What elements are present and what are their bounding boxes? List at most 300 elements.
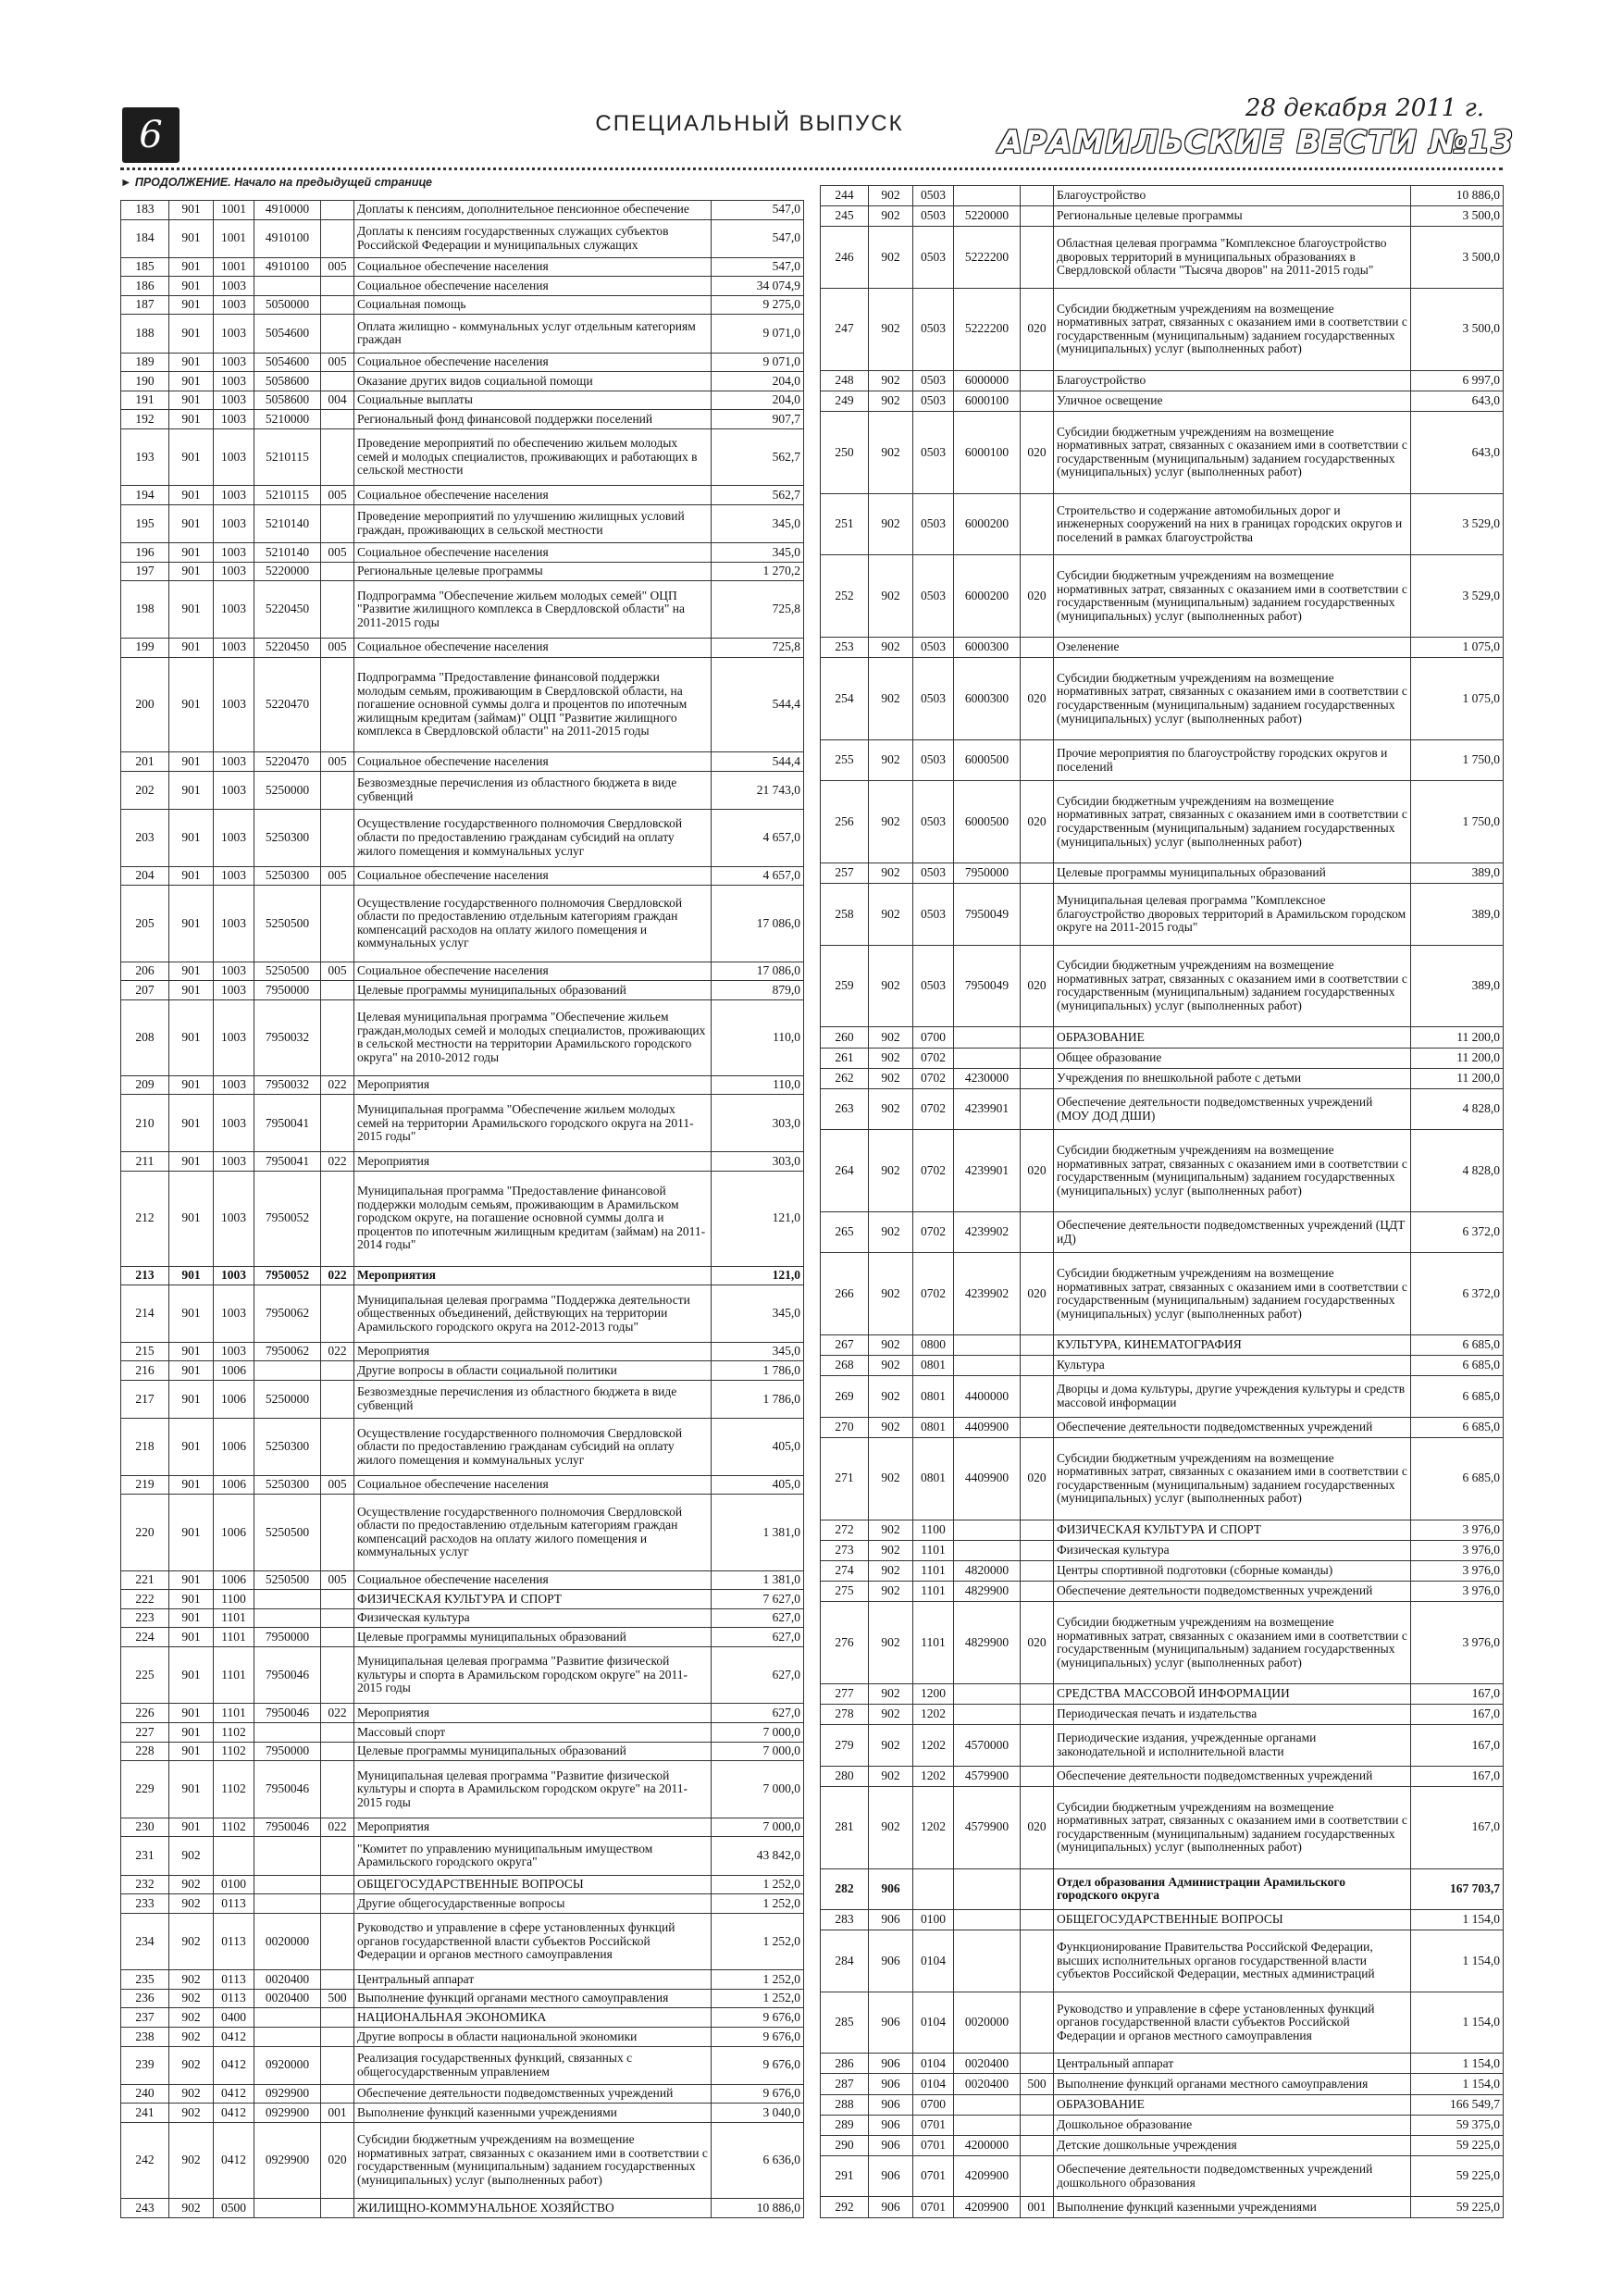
- cell-target-code: 5210000: [254, 410, 321, 429]
- cell-target-code: 5250500: [254, 886, 321, 962]
- cell-description: Целевые программы муниципальных образований: [354, 1628, 712, 1647]
- cell-row-number: 287: [821, 2074, 869, 2094]
- cell-admin-code: 906: [869, 1930, 913, 1992]
- cell-description: Оплата жилищно - коммунальных услуг отдельным категориям граждан: [354, 315, 712, 353]
- cell-admin-code: 901: [169, 391, 214, 410]
- cell-expense-type: [321, 886, 354, 962]
- cell-target-code: 6000200: [954, 493, 1021, 555]
- cell-section-code: 1003: [214, 1266, 254, 1285]
- cell-description: Осуществление государственного полномочия Свердловской области по предоставлению отдельным категориям граждан компенсаций расходов на оплату жилого помещения и коммунальных услуг: [354, 1495, 712, 1570]
- cell-expense-type: 004: [321, 391, 354, 410]
- table-row: [821, 1088, 1504, 1129]
- cell-target-code: 7950062: [254, 1285, 321, 1343]
- cell-target-code: 4409900: [954, 1417, 1021, 1437]
- table-row: [821, 227, 1504, 289]
- cell-description: Целевые программы муниципальных образований: [1054, 863, 1411, 883]
- cell-target-code: [254, 1361, 321, 1381]
- cell-expense-type: 020: [1021, 555, 1054, 638]
- table-row: [821, 1356, 1504, 1376]
- cell-target-code: 0020000: [954, 1992, 1021, 2054]
- cell-expense-type: [321, 219, 354, 257]
- cell-admin-code: 901: [169, 1380, 214, 1418]
- cell-expense-type: [1021, 863, 1054, 883]
- cell-amount: 1 786,0: [712, 1380, 804, 1418]
- cell-admin-code: 901: [169, 1475, 214, 1495]
- table-row: [821, 493, 1504, 555]
- cell-description: Выполнение функций органами местного самоуправления: [354, 1989, 712, 2008]
- cell-row-number: 257: [821, 863, 869, 883]
- cell-description: Дошкольное образование: [1054, 2115, 1411, 2135]
- cell-expense-type: [321, 410, 354, 429]
- cell-amount: 345,0: [712, 543, 804, 563]
- cell-description: Безвозмездные перечисления из областного бюджета в виде субвенций: [354, 1380, 712, 1418]
- cell-amount: 3 976,0: [1411, 1520, 1504, 1540]
- cell-description: Детские дошкольные учреждения: [1054, 2135, 1411, 2155]
- cell-admin-code: 901: [169, 372, 214, 391]
- cell-row-number: 269: [821, 1376, 869, 1417]
- cell-expense-type: [321, 1608, 354, 1628]
- cell-target-code: 5220450: [254, 581, 321, 639]
- cell-admin-code: 901: [169, 1285, 214, 1343]
- table-row: [121, 219, 804, 257]
- cell-expense-type: [321, 1361, 354, 1381]
- cell-amount: 9 676,0: [712, 2008, 804, 2028]
- cell-expense-type: [321, 1761, 354, 1818]
- cell-expense-type: 005: [321, 1475, 354, 1495]
- cell-expense-type: 022: [321, 1266, 354, 1285]
- cell-admin-code: 901: [169, 1495, 214, 1570]
- cell-amount: 21 743,0: [712, 771, 804, 809]
- cell-section-code: 1003: [214, 543, 254, 563]
- cell-expense-type: [321, 428, 354, 486]
- table-row: [821, 658, 1504, 740]
- cell-admin-code: 902: [869, 1130, 913, 1212]
- cell-section-code: 0500: [214, 2199, 254, 2218]
- cell-row-number: 276: [821, 1602, 869, 1684]
- cell-admin-code: 901: [169, 1171, 214, 1266]
- cell-description: СРЕДСТВА МАССОВОЙ ИНФОРМАЦИИ: [1054, 1684, 1411, 1705]
- cell-expense-type: [1021, 637, 1054, 657]
- cell-target-code: 6000300: [954, 637, 1021, 657]
- cell-row-number: 214: [121, 1285, 169, 1343]
- table-row: [821, 1027, 1504, 1048]
- cell-target-code: 5058600: [254, 372, 321, 391]
- cell-expense-type: [1021, 1417, 1054, 1437]
- cell-target-code: 4200000: [954, 2135, 1021, 2155]
- cell-expense-type: 005: [321, 638, 354, 657]
- cell-admin-code: 901: [169, 1075, 214, 1095]
- cell-expense-type: 001: [1021, 2197, 1054, 2217]
- cell-admin-code: 902: [869, 186, 913, 206]
- cell-row-number: 187: [121, 295, 169, 315]
- cell-description: Обеспечение деятельности подведомственных учреждений дошкольного образования: [1054, 2156, 1411, 2197]
- cell-description: Периодическая печать и издательства: [1054, 1705, 1411, 1725]
- cell-row-number: 228: [121, 1742, 169, 1761]
- cell-description: Реализация государственных функций, связанных с общегосударственным управлением: [354, 2046, 712, 2084]
- cell-section-code: 0503: [913, 206, 954, 227]
- cell-expense-type: 022: [321, 1075, 354, 1095]
- table-row: [821, 2054, 1504, 2074]
- cell-row-number: 188: [121, 315, 169, 353]
- cell-row-number: 216: [121, 1361, 169, 1381]
- cell-admin-code: 902: [869, 411, 913, 493]
- table-row: [121, 2046, 804, 2084]
- cell-expense-type: [1021, 1356, 1054, 1376]
- table-row: [121, 1095, 804, 1152]
- cell-amount: 544,4: [712, 752, 804, 772]
- cell-admin-code: 902: [869, 739, 913, 780]
- cell-row-number: 237: [121, 2008, 169, 2028]
- cell-section-code: 1101: [913, 1582, 954, 1602]
- cell-admin-code: 901: [169, 657, 214, 752]
- cell-expense-type: [321, 2028, 354, 2047]
- cell-expense-type: [1021, 1705, 1054, 1725]
- cell-target-code: [954, 1868, 1021, 1909]
- cell-description: Выполнение функций казенными учреждениями: [354, 2104, 712, 2123]
- cell-amount: 4 657,0: [712, 810, 804, 867]
- cell-description: Подпрограмма "Предоставление финансовой поддержки молодым семьям, проживающим в Свердловской области, на погашение основной суммы долга и процентов по ипотечным жилищным кредитам (займам)" ОЦП "Развитие жилищного комплекса в Свердловской области" на 2011-2015 годы: [354, 657, 712, 752]
- cell-expense-type: [1021, 884, 1054, 946]
- cell-section-code: 0412: [214, 2122, 254, 2198]
- table-row: [121, 1837, 804, 1875]
- cell-description: Социальное обеспечение населения: [354, 543, 712, 563]
- cell-description: ОБЩЕГОСУДАРСТВЕННЫЕ ВОПРОСЫ: [354, 1875, 712, 1894]
- cell-description: НАЦИОНАЛЬНАЯ ЭКОНОМИКА: [354, 2008, 712, 2028]
- cell-row-number: 267: [821, 1335, 869, 1356]
- cell-row-number: 280: [821, 1766, 869, 1786]
- cell-admin-code: 901: [169, 1590, 214, 1609]
- cell-admin-code: 906: [869, 1992, 913, 2054]
- cell-admin-code: 902: [869, 1786, 913, 1868]
- table-row: [821, 1376, 1504, 1417]
- table-row: [121, 981, 804, 1000]
- cell-target-code: 5220000: [254, 562, 321, 581]
- table-row: [121, 999, 804, 1075]
- cell-row-number: 282: [821, 1868, 869, 1909]
- table-row: [121, 1913, 804, 1970]
- cell-description: Обеспечение деятельности подведомственных учреждений (ЦДТ иД): [1054, 1211, 1411, 1252]
- cell-row-number: 240: [121, 2084, 169, 2104]
- cell-expense-type: [321, 1894, 354, 1914]
- table-row: [121, 257, 804, 277]
- table-row: [821, 1068, 1504, 1088]
- cell-amount: 6 372,0: [1411, 1211, 1504, 1252]
- cell-expense-type: [321, 295, 354, 315]
- table-row: [821, 637, 1504, 657]
- cell-amount: 121,0: [712, 1171, 804, 1266]
- cell-target-code: [254, 1608, 321, 1628]
- cell-target-code: 5050000: [254, 295, 321, 315]
- cell-expense-type: [321, 2008, 354, 2028]
- cell-section-code: 0503: [913, 186, 954, 206]
- budget-table-right: [820, 185, 1504, 2218]
- cell-section-code: 1003: [214, 505, 254, 543]
- cell-expense-type: 005: [321, 543, 354, 563]
- cell-row-number: 248: [821, 370, 869, 391]
- cell-section-code: 1003: [214, 638, 254, 657]
- cell-section-code: [913, 1868, 954, 1909]
- cell-section-code: 1100: [913, 1520, 954, 1540]
- cell-description: Социальные выплаты: [354, 391, 712, 410]
- cell-description: Мероприятия: [354, 1342, 712, 1361]
- cell-row-number: 286: [821, 2054, 869, 2074]
- cell-section-code: 0801: [913, 1417, 954, 1437]
- table-row: [821, 1540, 1504, 1560]
- table-row: [821, 186, 1504, 206]
- cell-description: Субсидии бюджетным учреждениям на возмещение нормативных затрат, связанных с оказанием ими в соответствии с государственным (муниципальным) заданием государственных (муниципальных) услуг (выполненных работ): [1054, 658, 1411, 740]
- cell-row-number: 255: [821, 739, 869, 780]
- cell-row-number: 256: [821, 781, 869, 863]
- cell-target-code: 0020400: [954, 2074, 1021, 2094]
- table-row: [821, 1520, 1504, 1540]
- cell-admin-code: 901: [169, 1361, 214, 1381]
- cell-description: Безвозмездные перечисления из областного бюджета в виде субвенций: [354, 771, 712, 809]
- cell-admin-code: 901: [169, 810, 214, 867]
- cell-amount: 405,0: [712, 1475, 804, 1495]
- cell-section-code: 0503: [913, 555, 954, 638]
- cell-row-number: 246: [821, 227, 869, 289]
- cell-amount: 627,0: [712, 1704, 804, 1723]
- cell-expense-type: 020: [1021, 945, 1054, 1027]
- cell-expense-type: 020: [1021, 1130, 1054, 1212]
- cell-section-code: 0701: [913, 2197, 954, 2217]
- cell-section-code: 0503: [913, 863, 954, 883]
- cell-row-number: 290: [821, 2135, 869, 2155]
- table-row: [121, 1894, 804, 1914]
- cell-amount: 11 200,0: [1411, 1027, 1504, 1048]
- cell-description: Региональные целевые программы: [354, 562, 712, 581]
- cell-expense-type: [321, 1970, 354, 1990]
- cell-description: Обеспечение деятельности подведомственных учреждений: [354, 2084, 712, 2104]
- cell-admin-code: 906: [869, 1909, 913, 1930]
- cell-target-code: 5054600: [254, 353, 321, 372]
- cell-target-code: [954, 1335, 1021, 1356]
- cell-description: Общее образование: [1054, 1048, 1411, 1068]
- cell-target-code: 5250500: [254, 1495, 321, 1570]
- cell-section-code: 1003: [214, 581, 254, 639]
- cell-description: Функционирование Правительства Российской Федерации, высших исполнительных органов государственной власти субъектов Российской Федерации, местных администраций: [1054, 1930, 1411, 1992]
- cell-target-code: 5250300: [254, 1419, 321, 1476]
- cell-admin-code: 901: [169, 277, 214, 296]
- cell-expense-type: [1021, 1540, 1054, 1560]
- table-row: [121, 771, 804, 809]
- cell-amount: 167,0: [1411, 1684, 1504, 1705]
- table-row: [121, 2084, 804, 2104]
- cell-section-code: 0503: [913, 493, 954, 555]
- cell-row-number: 186: [121, 277, 169, 296]
- cell-section-code: 1003: [214, 372, 254, 391]
- cell-target-code: 7950052: [254, 1171, 321, 1266]
- cell-expense-type: [321, 810, 354, 867]
- cell-description: Проведение мероприятий по обеспечению жильем молодых семей и молодых специалистов, проживающих и работающих в сельской местности: [354, 428, 712, 486]
- table-row: [121, 1742, 804, 1761]
- table-row: [121, 1380, 804, 1418]
- cell-target-code: 0020400: [254, 1970, 321, 1990]
- cell-target-code: 5250500: [254, 1570, 321, 1590]
- cell-description: Социальное обеспечение населения: [354, 752, 712, 772]
- table-row: [821, 945, 1504, 1027]
- cell-section-code: 1102: [214, 1761, 254, 1818]
- cell-admin-code: 902: [869, 227, 913, 289]
- cell-target-code: 4209900: [954, 2156, 1021, 2197]
- table-row: [121, 372, 804, 391]
- cell-amount: 1 270,2: [712, 562, 804, 581]
- cell-admin-code: 902: [869, 1211, 913, 1252]
- cell-amount: 1 381,0: [712, 1570, 804, 1590]
- cell-target-code: 6000200: [954, 555, 1021, 638]
- cell-expense-type: 005: [321, 353, 354, 372]
- cell-target-code: [254, 2028, 321, 2047]
- cell-expense-type: [321, 1837, 354, 1875]
- cell-amount: 167 703,7: [1411, 1868, 1504, 1909]
- cell-amount: 110,0: [712, 999, 804, 1075]
- cell-expense-type: 020: [1021, 1786, 1054, 1868]
- cell-section-code: 1003: [214, 771, 254, 809]
- cell-description: Другие общегосударственные вопросы: [354, 1894, 712, 1914]
- cell-amount: 6 685,0: [1411, 1376, 1504, 1417]
- table-row: [121, 201, 804, 220]
- cell-description: ОБРАЗОВАНИЕ: [1054, 1027, 1411, 1048]
- cell-expense-type: [321, 2046, 354, 2084]
- cell-admin-code: 902: [869, 206, 913, 227]
- cell-target-code: 5222200: [954, 288, 1021, 370]
- cell-expense-type: [1021, 1376, 1054, 1417]
- cell-section-code: [214, 1837, 254, 1875]
- cell-section-code: 1100: [214, 1590, 254, 1609]
- cell-row-number: 196: [121, 543, 169, 563]
- cell-expense-type: [1021, 1520, 1054, 1540]
- table-row: [121, 1495, 804, 1570]
- cell-expense-type: 022: [321, 1818, 354, 1837]
- cell-row-number: 262: [821, 1068, 869, 1088]
- cell-expense-type: [321, 372, 354, 391]
- cell-admin-code: 902: [869, 1027, 913, 1048]
- cell-admin-code: 906: [869, 2094, 913, 2115]
- cell-admin-code: 902: [869, 1437, 913, 1520]
- table-row: [821, 1211, 1504, 1252]
- cell-row-number: 197: [121, 562, 169, 581]
- cell-section-code: 0702: [913, 1088, 954, 1129]
- cell-section-code: 1001: [214, 219, 254, 257]
- cell-target-code: 4230000: [954, 1068, 1021, 1088]
- cell-section-code: 1202: [913, 1786, 954, 1868]
- cell-amount: 10 886,0: [712, 2199, 804, 2218]
- cell-section-code: 0400: [214, 2008, 254, 2028]
- table-row: [821, 1335, 1504, 1356]
- cell-row-number: 227: [121, 1723, 169, 1743]
- cell-expense-type: [1021, 1930, 1054, 1992]
- cell-expense-type: [321, 505, 354, 543]
- cell-target-code: 0929900: [254, 2084, 321, 2104]
- cell-target-code: 7950052: [254, 1266, 321, 1285]
- cell-description: Мероприятия: [354, 1818, 712, 1837]
- cell-target-code: 6000500: [954, 781, 1021, 863]
- cell-expense-type: [1021, 2094, 1054, 2115]
- cell-section-code: 0700: [913, 1027, 954, 1048]
- cell-target-code: 4910100: [254, 219, 321, 257]
- cell-amount: 4 828,0: [1411, 1088, 1504, 1129]
- cell-expense-type: [321, 1913, 354, 1970]
- cell-amount: 11 200,0: [1411, 1068, 1504, 1088]
- cell-admin-code: 901: [169, 638, 214, 657]
- cell-section-code: 1003: [214, 1075, 254, 1095]
- cell-expense-type: [321, 2199, 354, 2218]
- cell-target-code: 5250500: [254, 962, 321, 981]
- cell-description: Озеленение: [1054, 637, 1411, 657]
- cell-section-code: 0801: [913, 1356, 954, 1376]
- cell-row-number: 203: [121, 810, 169, 867]
- table-row: [121, 295, 804, 315]
- cell-target-code: [954, 2094, 1021, 2115]
- cell-expense-type: 020: [1021, 288, 1054, 370]
- cell-expense-type: [321, 277, 354, 296]
- cell-admin-code: 901: [169, 1266, 214, 1285]
- cell-section-code: 1202: [913, 1766, 954, 1786]
- cell-row-number: 208: [121, 999, 169, 1075]
- cell-admin-code: 906: [869, 2135, 913, 2155]
- cell-admin-code: 902: [869, 1253, 913, 1335]
- cell-row-number: 219: [121, 1475, 169, 1495]
- cell-target-code: 7950000: [254, 981, 321, 1000]
- cell-admin-code: 901: [169, 257, 214, 277]
- cell-admin-code: 902: [169, 2199, 214, 2218]
- cell-amount: 3 976,0: [1411, 1602, 1504, 1684]
- section-title: СПЕЦИАЛЬНЫЙ ВЫПУСК: [595, 111, 904, 136]
- table-row: [821, 1417, 1504, 1437]
- cell-expense-type: 500: [321, 1989, 354, 2008]
- table-row: [121, 410, 804, 429]
- cell-target-code: 7950032: [254, 999, 321, 1075]
- cell-description: Проведение мероприятий по улучшению жилищных условий граждан, проживающих в сельской местности: [354, 505, 712, 543]
- cell-row-number: 263: [821, 1088, 869, 1129]
- cell-admin-code: 902: [869, 1068, 913, 1088]
- cell-admin-code: 901: [169, 999, 214, 1075]
- cell-target-code: [254, 1590, 321, 1609]
- cell-description: Обеспечение деятельности подведомственных учреждений: [1054, 1582, 1411, 1602]
- table-row: [121, 1761, 804, 1818]
- cell-target-code: 0020000: [254, 1913, 321, 1970]
- cell-section-code: 1003: [214, 277, 254, 296]
- table-row: [121, 1419, 804, 1476]
- cell-target-code: 7950000: [254, 1628, 321, 1647]
- table-row: [121, 638, 804, 657]
- table-row: [821, 2094, 1504, 2115]
- cell-expense-type: [1021, 186, 1054, 206]
- cell-description: Субсидии бюджетным учреждениям на возмещение нормативных затрат, связанных с оказанием ими в соответствии с государственным (муниципальным) заданием государственных (муниципальных) услуг (выполненных работ): [1054, 411, 1411, 493]
- table-row: [821, 2115, 1504, 2135]
- cell-description: Муниципальная целевая программа "Поддержка деятельности общественных объединений, действующих на территории Арамильского городского округа на 2012-2013 годы": [354, 1285, 712, 1343]
- cell-expense-type: 005: [321, 257, 354, 277]
- cell-amount: 389,0: [1411, 945, 1504, 1027]
- cell-section-code: 1006: [214, 1419, 254, 1476]
- cell-section-code: 1003: [214, 1171, 254, 1266]
- cell-target-code: 0020400: [954, 2054, 1021, 2074]
- cell-target-code: 5210140: [254, 505, 321, 543]
- cell-amount: 166 549,7: [1411, 2094, 1504, 2115]
- cell-description: Муниципальная программа "Предоставление финансовой поддержки молодым семьям, проживающим в Арамильском городском округе, на погашение основной суммы долга и процентов по ипотечным жилищным кредитам (займам) на 2011-2014 годы": [354, 1171, 712, 1266]
- cell-description: ФИЗИЧЕСКАЯ КУЛЬТУРА И СПОРТ: [354, 1590, 712, 1609]
- table-row: [121, 1704, 804, 1723]
- cell-section-code: 0503: [913, 391, 954, 411]
- cell-admin-code: 901: [169, 1646, 214, 1704]
- cell-row-number: 238: [121, 2028, 169, 2047]
- table-row: [121, 962, 804, 981]
- cell-expense-type: [1021, 1335, 1054, 1356]
- cell-row-number: 212: [121, 1171, 169, 1266]
- cell-admin-code: 902: [169, 2046, 214, 2084]
- cell-admin-code: 902: [169, 1894, 214, 1914]
- table-row: [121, 1171, 804, 1266]
